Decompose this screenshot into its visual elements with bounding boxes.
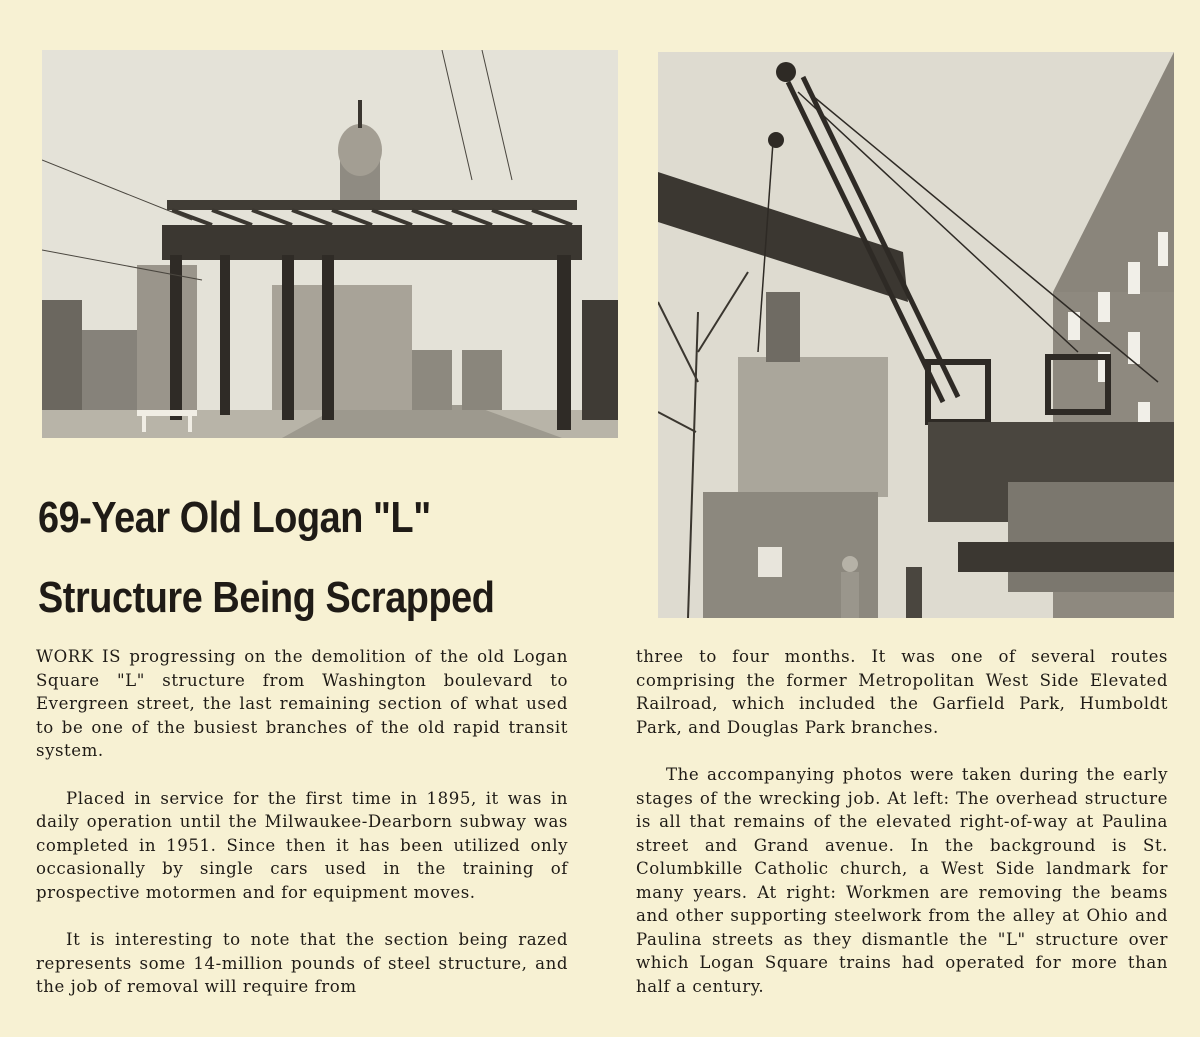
headline-line-1: 69-Year Old Logan "L": [38, 493, 431, 542]
paragraph: WORK IS progressing on the demolition of the old Logan Square "L" structure from Washington boulevard to Evergreen street, the last remaining section of what used to be one of the busiest branches of the old rapid transit system.: [36, 647, 568, 760]
headline-line-2: Structure Being Scrapped: [38, 573, 495, 622]
article-column-left: [36, 645, 568, 1023]
paragraph: The accompanying photos were taken during the early stages of the wrecking job. At left: The overhead structure is all that remains of the elevated right-of-way at Paulina street and Grand avenue. In the background is St. Columbkille Catholic church, a West Side landmark for many years. At right: Workmen are removing the beams and other supporting steelwork from the alley at Ohio and Paulina streets as they dismantle the "L" structure over which Logan Square trains had operated for more than half a century.: [636, 765, 1168, 996]
photo-elevated-structure: [42, 50, 618, 438]
paragraph: It is interesting to note that the section being razed represents some 14-million pounds of steel structure, and the job of removal will require from: [36, 930, 568, 996]
article-column-right: [636, 645, 1168, 1022]
paragraph: three to four months. It was one of several routes comprising the former Metropolitan West Side Elevated Railroad, which included the Garfield Park, Humboldt Park, and Douglas Park branches.: [636, 647, 1168, 737]
article-headline: [38, 478, 537, 638]
paragraph: Placed in service for the first time in 1895, it was in daily operation until the Milwaukee-Dearborn subway was completed in 1951. Since then it has been utilized only occasionally by single cars used in the training of prospective motormen and for equipment moves.: [36, 788, 568, 902]
photo-crane-demolition: [658, 52, 1174, 618]
